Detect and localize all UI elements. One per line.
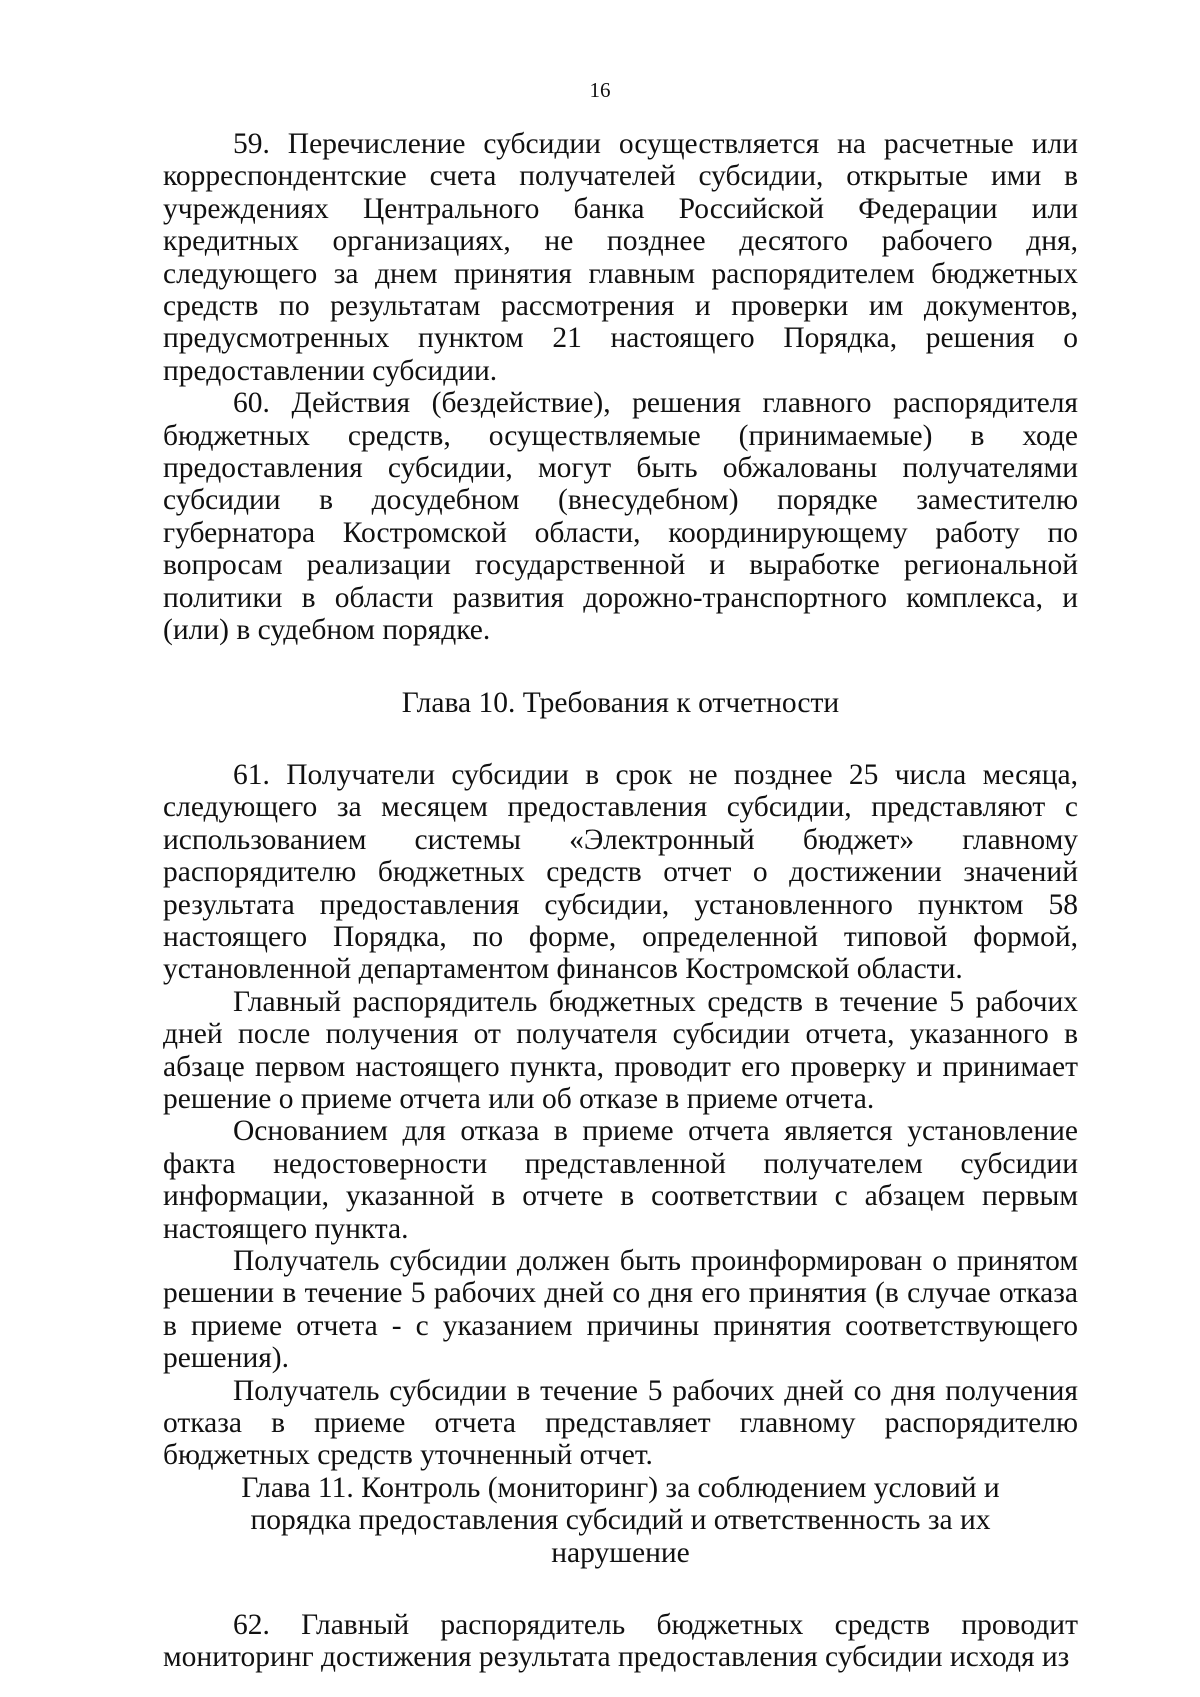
paragraph-61-part-3: Основанием для отказа в приеме отчета является установление факта недостоверности представленной получателем субсидии информации, указанной в отчете в соответствии с абзацем первым настоящего пункта. <box>163 1115 1078 1245</box>
chapter-11-heading: Глава 11. Контроль (мониторинг) за соблюдением условий и порядка предоставления субсидий и ответственность за их нарушение <box>241 1471 1000 1569</box>
paragraph-61: 61. Получатели субсидии в срок не позднее 25 числа месяца, следующего за месяцем предоставления субсидии, представляют с использованием системы «Электронный бюджет» главному распорядителю бюджетных средств отчет о достижении значений результата предоставления субсидии, установленного пунктом 58 настоящего Порядка, по форме, определенной типовой формой, установленной департаментом финансов Костромской области. <box>163 758 1078 986</box>
chapter-10-body <box>163 759 1078 1472</box>
paragraph-61-part-2: Главный распорядитель бюджетных средств в течение 5 рабочих дней после получения от получателя субсидии отчета, указанного в абзаце первом настоящего пункта, проводит его проверку и принимает решение о приеме отчета или об отказе в приеме отчета. <box>163 985 1078 1115</box>
paragraph-62: 62. Главный распорядитель бюджетных средств проводит мониторинг достижения результата предоставления субсидии исходя из <box>163 1609 1078 1674</box>
chapter-10-heading: Глава 10. Требования к отчетности <box>401 686 840 719</box>
paragraph-61-part-4: Получатель субсидии должен быть проинформирован о принятом решении в течение 5 рабочих дней со дня его принятия (в случае отказа в приеме отчета - с указанием причины принятия соответствующего решения). <box>163 1245 1078 1375</box>
paragraph-61-part-5: Получатель субсидии в течение 5 рабочих дней со дня получения отказа в приеме отчета представляет главному распорядителю бюджетных средств уточненный отчет. <box>163 1374 1078 1472</box>
chapter-11-body <box>163 1609 1078 1674</box>
paragraph-59: 59. Перечисление субсидии осуществляется на расчетные или корреспондентские счета получателей субсидии, открытые ими в учреждениях Центрального банка Российской Федерации или кредитных организациях, не позднее десятого рабочего дня, следующего за днем принятия главным распорядителем бюджетных средств по результатам рассмотрения и проверки им документов, предусмотренных пунктом 21 настоящего Порядка, решения о предоставлении субсидии. <box>163 128 1078 387</box>
page-number: 16 <box>589 78 611 102</box>
paragraph-60: 60. Действия (бездействие), решения главного распорядителя бюджетных средств, осуществляемые (принимаемые) в ходе предоставления субсидии, могут быть обжалованы получателями субсидии в досудебном (внесудебном) порядке заместителю губернатора Костромской области, координирующему работу по вопросам реализации государственной и выработке региональной политики в области развития дорожно-транспортного комплекса, и (или) в судебном порядке. <box>163 387 1078 647</box>
document-body <box>163 128 1078 1674</box>
